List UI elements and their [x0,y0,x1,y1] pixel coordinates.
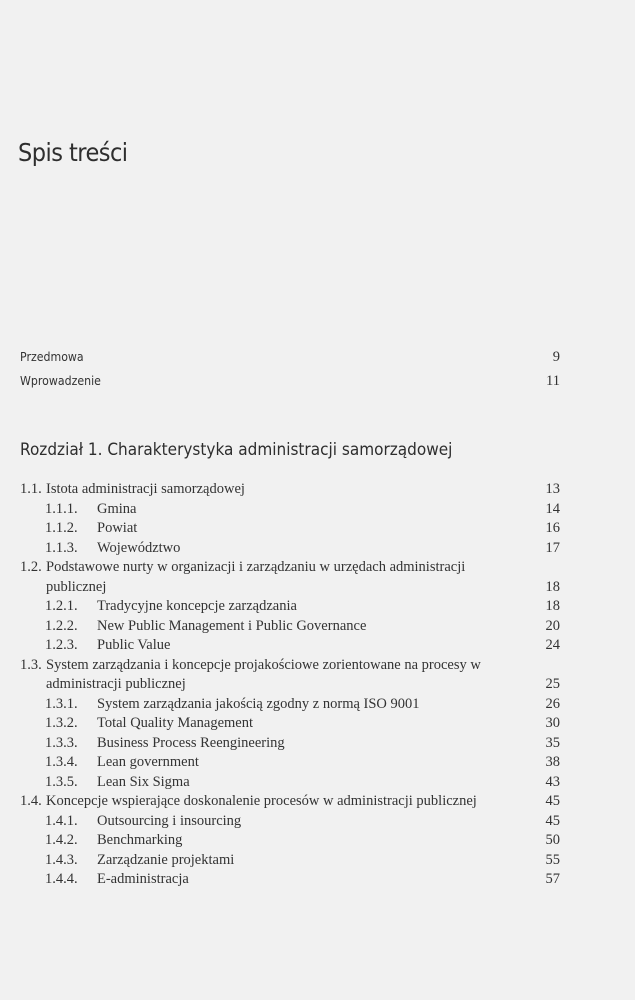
toc-entry-title: Gmina [97,500,137,517]
toc-entry-number: 1.4.3. [45,851,78,868]
toc-section[interactable] [20,480,560,500]
toc-entry-number: 1.1.1. [45,500,78,517]
toc-section[interactable] [20,656,560,695]
toc-entry-number: 1.2. [20,559,42,575]
toc-entry-page: 20 [545,617,560,634]
toc-entry-page: 24 [545,637,560,653]
toc-entry-number: 1.3.5. [45,773,78,790]
toc-subsection[interactable] [20,870,560,890]
toc-entry-title: New Public Management i Public Governance [97,617,367,634]
toc-entry-page: 11 [546,373,560,389]
toc-entry-title: Business Process Reengineering [97,734,285,751]
toc-entry-title: Koncepcje wspierające doskonalenie procesów w administracji publicznej [46,793,477,809]
toc-entry-number: 1.2.2. [45,617,78,634]
toc-entry-page: 43 [545,773,560,790]
toc-entry-page: 50 [545,832,560,848]
toc-entry-page: 25 [545,676,560,692]
toc-entry-page: 26 [545,695,560,712]
toc-entry-page: 9 [552,349,560,365]
chapter-toc-list [20,480,560,890]
page-title: Spis treści [18,138,128,167]
toc-subsection[interactable] [20,734,560,754]
toc-entry-page: 17 [545,539,560,556]
toc-entry-page: 57 [545,871,560,887]
toc-entry-title: Podstawowe nurty w organizacji i zarządzaniu w urzędach administracji publicznej [46,559,466,595]
toc-entry-number: 1.3.3. [45,734,78,751]
toc-entry-number: 1.4.4. [45,871,78,887]
toc-entry-page: 45 [545,793,560,809]
toc-entry-page: 18 [545,578,560,595]
toc-entry-number: 1.3.2. [45,715,78,731]
toc-entry-page: 13 [545,481,560,497]
toc-subsection[interactable] [20,851,560,871]
toc-entry-title: Powiat [97,520,138,536]
toc-subsection[interactable] [20,753,560,773]
toc-entry-number: 1.4.1. [45,812,78,829]
chapter-heading: Rozdział 1. Charakterystyka administracji samorządowej [20,440,453,460]
toc-subsection[interactable] [20,831,560,851]
toc-section[interactable] [20,792,560,812]
toc-entry-number: 1.1.2. [45,520,78,536]
toc-entry-page: 38 [545,754,560,770]
toc-subsection[interactable] [20,519,560,539]
toc-entry-number: 1.3.4. [45,754,78,770]
front-matter [20,345,560,393]
toc-entry-title: Benchmarking [97,832,183,848]
toc-entry-number: 1.3. [20,656,42,673]
toc-entry-page: 30 [545,715,560,731]
toc-entry-title: Lean Six Sigma [97,773,190,790]
toc-entry-przedmowa[interactable] [20,345,560,369]
toc-subsection[interactable] [20,773,560,793]
toc-section[interactable] [20,558,560,597]
toc-entry-title: Public Value [97,637,171,653]
toc-subsection[interactable] [20,597,560,617]
toc-subsection[interactable] [20,617,560,637]
toc-entry-number: 1.3.1. [45,695,78,712]
toc-entry-number: 1.2.3. [45,637,78,653]
toc-entry-title: System zarządzania jakością zgodny z normą ISO 9001 [97,695,420,712]
toc-entry-page: 16 [545,520,560,536]
toc-entry-title: Województwo [97,539,181,556]
toc-entry-label: Wprowadzenie [20,373,101,388]
toc-entry-title: Total Quality Management [97,715,254,731]
toc-entry-number: 1.4. [20,793,42,809]
toc-entry-number: 1.1.3. [45,539,78,556]
toc-entry-title: Outsourcing i insourcing [97,812,242,829]
toc-entry-number: 1.2.1. [45,598,78,614]
toc-entry-title: System zarządzania i koncepcje projakościowe zorientowane na procesy w administracji publicznej [46,656,481,692]
toc-entry-title: Tradycyjne koncepcje zarządzania [97,598,297,614]
toc-entry-wprowadzenie[interactable] [20,369,560,393]
toc-subsection[interactable] [20,636,560,656]
toc-subsection[interactable] [20,695,560,715]
toc-entry-number: 1.1. [20,481,42,497]
toc-entry-page: 55 [545,851,560,868]
toc-subsection[interactable] [20,539,560,559]
toc-entry-page: 45 [545,812,560,829]
toc-entry-title: Lean government [97,754,199,770]
toc-entry-page: 18 [545,598,560,614]
toc-entry-label: Przedmowa [20,349,84,364]
toc-entry-page: 14 [545,500,560,517]
toc-subsection[interactable] [20,714,560,734]
toc-entry-page: 35 [545,734,560,751]
toc-entry-title: E-administracja [97,871,189,887]
toc-entry-title: Zarządzanie projektami [97,851,235,868]
toc-subsection[interactable] [20,812,560,832]
toc-subsection[interactable] [20,500,560,520]
toc-entry-number: 1.4.2. [45,832,78,848]
toc-entry-title: Istota administracji samorządowej [46,481,245,497]
